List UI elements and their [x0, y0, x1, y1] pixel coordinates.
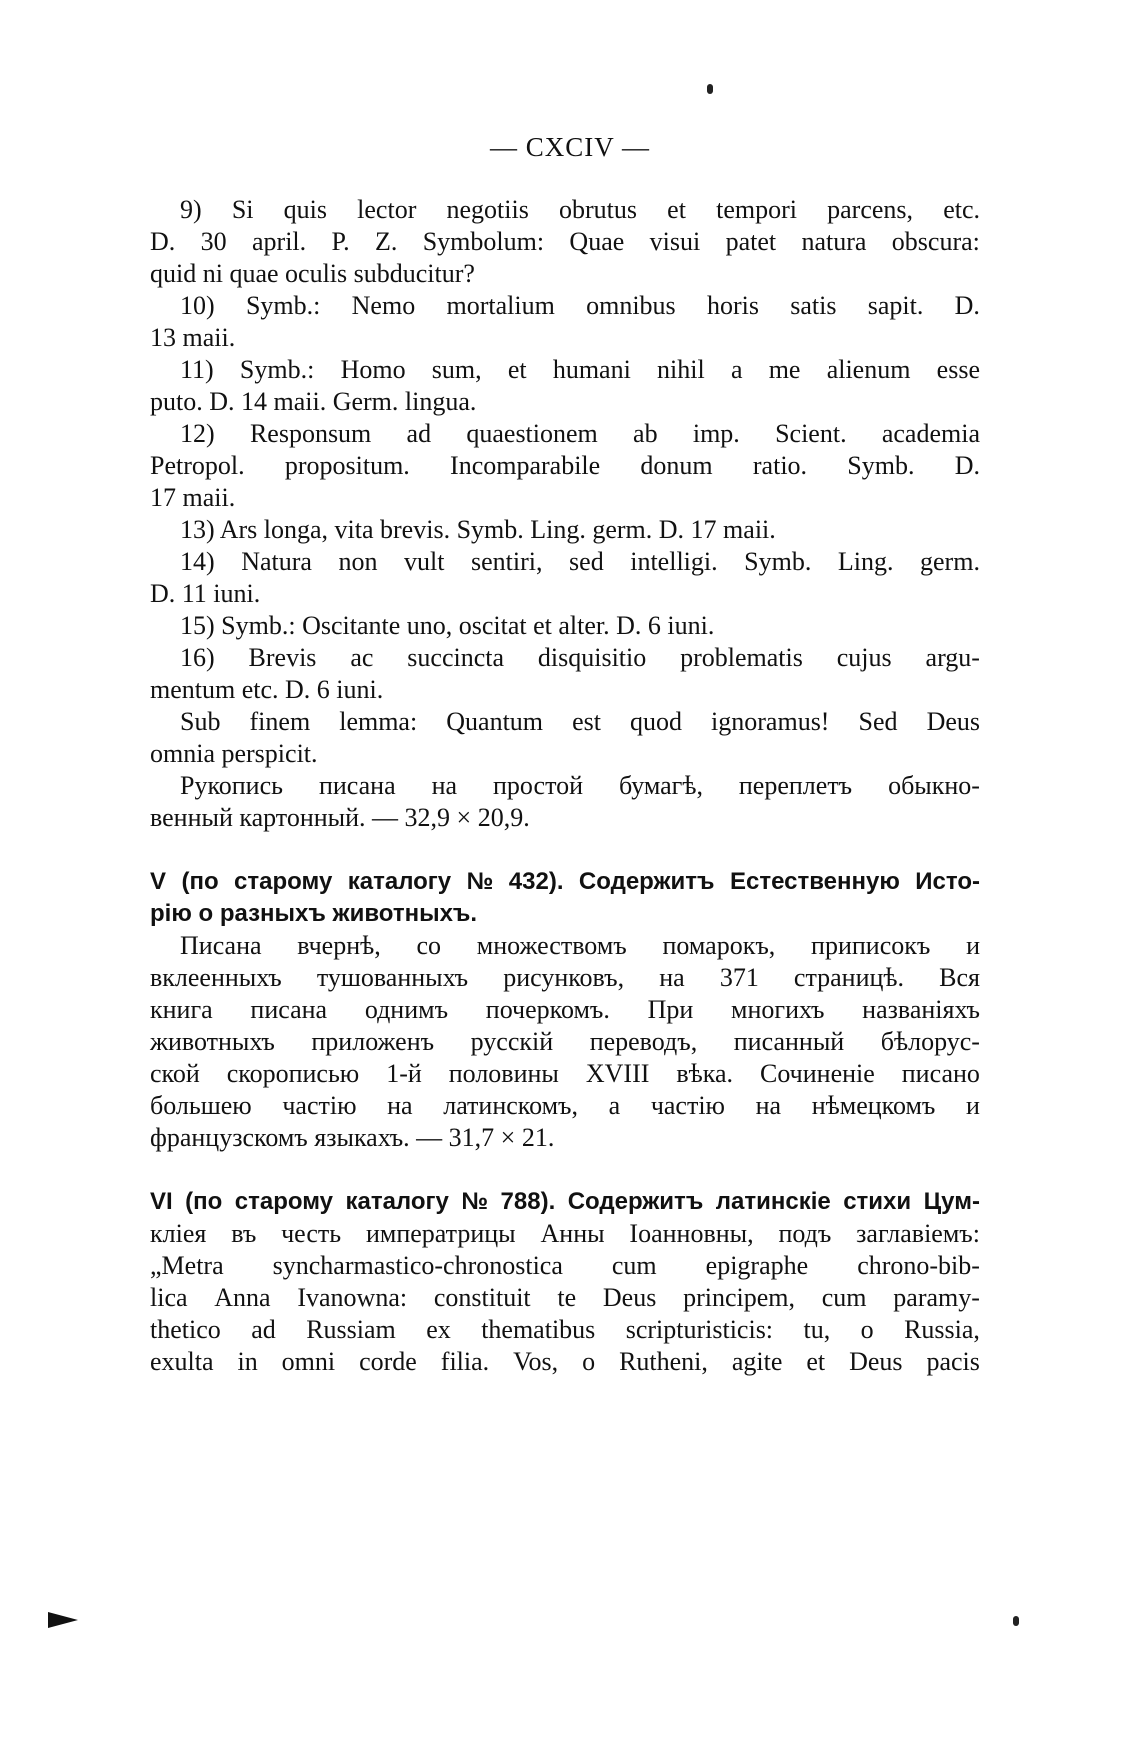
word: Russia,: [904, 1315, 980, 1344]
text-line: [150, 930, 980, 962]
word: Symb.:: [239, 355, 315, 384]
word: ad: [406, 419, 432, 448]
word: книга: [150, 995, 213, 1024]
word: вѣка.: [676, 1059, 734, 1088]
text-line: [150, 546, 980, 578]
word: названіяхъ: [862, 995, 980, 1024]
word: животныхъ: [150, 1027, 275, 1056]
word: Brevis: [248, 643, 317, 672]
word: 9): [180, 195, 202, 224]
page-number: — CXCIV —: [489, 132, 651, 162]
text-line: [150, 994, 980, 1026]
word: quaestionem: [466, 419, 598, 448]
word: exulta: [150, 1347, 214, 1376]
word: Deus: [849, 1347, 903, 1376]
word: natura: [801, 227, 867, 256]
ink-speck: [707, 84, 713, 94]
word: agite: [731, 1347, 783, 1376]
word: однимъ: [364, 995, 449, 1024]
word: horis: [706, 291, 759, 320]
word: esse: [936, 355, 980, 384]
word: satis: [790, 291, 837, 320]
word: Anna: [214, 1283, 271, 1312]
word: quod: [630, 707, 682, 736]
text-line: [150, 514, 980, 546]
word: Si: [231, 195, 254, 224]
word: et: [507, 355, 527, 384]
word: Symb.: [847, 451, 915, 480]
word: Ivanowna:: [297, 1283, 408, 1312]
body-text: [150, 194, 980, 1378]
word: рисунковъ,: [503, 963, 625, 992]
word: propositum.: [284, 451, 410, 480]
text-line: [150, 1122, 980, 1154]
word: половины: [448, 1059, 559, 1088]
word: corde: [359, 1347, 417, 1376]
word: sentiri,: [471, 547, 543, 576]
word: ex: [426, 1315, 451, 1344]
word: заглавіемъ:: [856, 1219, 980, 1248]
word: Sub: [180, 707, 221, 736]
word: Quae: [569, 227, 625, 256]
line-text: mentum etc. D. 6 iuni.: [150, 675, 384, 704]
line-text: 13) Ars longa, vita brevis. Symb. Ling. germ. D. 17 maii.: [180, 515, 776, 544]
word: Symbolum:: [422, 227, 545, 256]
word: Scient.: [775, 419, 847, 448]
text-line: [150, 194, 980, 226]
word: scripturisticis:: [625, 1315, 774, 1344]
word: Вся: [939, 963, 980, 992]
word: germ.: [920, 547, 980, 576]
word: подъ: [778, 1219, 832, 1248]
word: non: [338, 547, 378, 576]
word: syncharmastico-chronostica: [272, 1251, 563, 1280]
word: Symb.:: [245, 291, 321, 320]
word: Rutheni,: [619, 1347, 708, 1376]
word: 10): [180, 291, 215, 320]
word: imp.: [692, 419, 740, 448]
word: lector: [357, 195, 417, 224]
text-line: [150, 1026, 980, 1058]
word: lemma:: [339, 707, 418, 736]
word: старому: [234, 868, 333, 895]
word: visui: [649, 227, 701, 256]
text-line: [150, 290, 980, 322]
word: скорописью: [226, 1059, 360, 1088]
word: D.: [954, 451, 980, 480]
word: ской: [150, 1059, 200, 1088]
word: писано: [901, 1059, 980, 1088]
word: Responsum: [249, 419, 372, 448]
line-text: D. 11 iuni.: [150, 579, 261, 608]
text-line: [150, 578, 980, 610]
word: V: [150, 868, 167, 895]
word: ignoramus!: [711, 707, 830, 736]
word: писана: [250, 995, 328, 1024]
word: et: [667, 195, 686, 224]
word: tempori: [716, 195, 797, 224]
word: на: [755, 1091, 782, 1120]
blank-line: [150, 834, 980, 866]
line-text: omnia perspicit.: [150, 739, 318, 768]
word: Естественную: [729, 868, 900, 895]
word: частію: [650, 1091, 725, 1120]
word: sapit.: [867, 291, 924, 320]
word: epigraphe: [705, 1251, 809, 1280]
word: переплетъ: [738, 771, 853, 800]
word: D.: [150, 227, 176, 256]
word: vult: [404, 547, 445, 576]
word: humani: [552, 355, 631, 384]
line-text: puto. D. 14 maii. Germ. lingua.: [150, 387, 477, 416]
text-line: [150, 706, 980, 738]
word: thetico: [150, 1315, 221, 1344]
word: и: [965, 1091, 980, 1120]
word: При: [647, 995, 694, 1024]
word: in: [237, 1347, 258, 1376]
word: tu,: [803, 1315, 831, 1344]
word: alienum: [826, 355, 911, 384]
line-text: французскомъ языкахъ. — 31,7 × 21.: [150, 1123, 555, 1152]
word: на: [659, 963, 685, 992]
word: constituit: [433, 1283, 531, 1312]
word: частію: [282, 1091, 357, 1120]
word: obscura:: [891, 227, 980, 256]
word: Ling.: [837, 547, 894, 576]
word: тушованныхъ: [316, 963, 469, 992]
word: множествомъ: [476, 931, 627, 960]
word: Nemo: [351, 291, 416, 320]
word: lica: [150, 1283, 188, 1312]
word: intelligi.: [630, 547, 718, 576]
word: Incomparabile: [450, 451, 601, 480]
text-line: [150, 962, 980, 994]
word: thematibus: [481, 1315, 596, 1344]
word: ratio.: [752, 451, 808, 480]
word: латинскомъ,: [443, 1091, 579, 1120]
word: disquisitio: [537, 643, 647, 672]
word: pacis: [926, 1347, 980, 1376]
word: Z.: [374, 227, 398, 256]
word: cujus: [836, 643, 892, 672]
word: D.: [954, 291, 980, 320]
word: Содержитъ: [567, 1188, 704, 1215]
word: латинскіе: [715, 1188, 831, 1215]
word: est: [572, 707, 601, 736]
word: Vos,: [513, 1347, 559, 1376]
text-line: [150, 610, 980, 642]
word: Homo: [340, 355, 406, 384]
text-line: [150, 1218, 980, 1250]
word: te: [557, 1283, 577, 1312]
word: 11): [180, 355, 214, 384]
word: а: [608, 1091, 621, 1120]
line-text: 13 maii.: [150, 323, 236, 352]
word: sum,: [431, 355, 482, 384]
word: omnibus: [586, 291, 676, 320]
word: обыкно-: [888, 771, 980, 800]
word: старому: [234, 1188, 333, 1215]
word: и: [966, 931, 980, 960]
text-line: [150, 1250, 980, 1282]
word: o: [860, 1315, 874, 1344]
text-line: [150, 674, 980, 706]
word: a: [730, 355, 743, 384]
word: многихъ: [731, 995, 825, 1024]
word: etc.: [943, 195, 980, 224]
word: ab: [633, 419, 658, 448]
section-heading-line: [150, 866, 980, 898]
word: Исто-: [915, 868, 980, 895]
word: Рукопись: [180, 771, 283, 800]
word: principem,: [683, 1283, 796, 1312]
word: chrono-bib-: [857, 1251, 980, 1280]
section-heading-line: [150, 898, 980, 930]
word: въ: [231, 1219, 257, 1248]
word: 432).: [508, 868, 564, 895]
word: Deus: [602, 1283, 657, 1312]
word: №: [461, 1188, 489, 1215]
word: писана: [318, 771, 396, 800]
word: простой: [492, 771, 584, 800]
word: Russiam: [306, 1315, 396, 1344]
line-text: quid ni quae oculis subducitur?: [150, 259, 475, 288]
word: кліея: [150, 1219, 207, 1248]
word: cum: [821, 1283, 867, 1312]
word: o: [582, 1347, 596, 1376]
text-line: [150, 354, 980, 386]
word: Цум-: [923, 1188, 980, 1215]
word: obrutus: [559, 195, 638, 224]
word: Natura: [241, 547, 312, 576]
word: Symb.: [744, 547, 812, 576]
word: приписокъ: [811, 931, 931, 960]
text-line: [150, 258, 980, 290]
word: academia: [881, 419, 980, 448]
word: честь: [281, 1219, 342, 1248]
word: ad: [251, 1315, 276, 1344]
section-heading-line: [150, 1186, 980, 1218]
text-line: [150, 1314, 980, 1346]
word: №: [466, 868, 494, 895]
word: Quantum: [446, 707, 544, 736]
word: april.: [252, 227, 307, 256]
line-text: 17 maii.: [150, 483, 236, 512]
word: 788).: [500, 1188, 556, 1215]
word: donum: [640, 451, 713, 480]
word: Deus: [926, 707, 980, 736]
word: Содержитъ: [578, 868, 715, 895]
word: 1-й: [386, 1059, 422, 1088]
word: me: [768, 355, 801, 384]
word: на: [387, 1091, 413, 1120]
word: (по: [185, 1188, 223, 1215]
word: sed: [569, 547, 604, 576]
word: 371: [719, 963, 759, 992]
word: succincta: [407, 643, 505, 672]
word: 14): [180, 547, 215, 576]
blank-line: [150, 1154, 980, 1186]
word: finem: [249, 707, 311, 736]
line-text: венный картонный. — 32,9 × 20,9.: [150, 803, 530, 832]
word: стихи: [843, 1188, 912, 1215]
word: со: [416, 931, 442, 960]
word: вклеенныхъ: [150, 963, 282, 992]
word: помарокъ,: [662, 931, 776, 960]
scan-margin-arrow-icon: [48, 1612, 78, 1628]
word: P.: [331, 227, 350, 256]
line-text: 15) Symb.: Oscitante uno, oscitat et alter. D. 6 iuni.: [180, 611, 715, 640]
text-line: [150, 322, 980, 354]
text-line: [150, 802, 980, 834]
word: почеркомъ.: [485, 995, 610, 1024]
word: „Metra: [150, 1251, 224, 1280]
text-line: [150, 450, 980, 482]
word: 30: [200, 227, 227, 256]
word: et: [806, 1347, 826, 1376]
word: nihil: [657, 355, 705, 384]
word: Sed: [858, 707, 898, 736]
text-line: [150, 418, 980, 450]
ink-speck: [1013, 1616, 1019, 1626]
word: каталогу: [345, 1188, 449, 1215]
text-line: [150, 642, 980, 674]
word: VI: [150, 1188, 173, 1215]
word: Petropol.: [150, 451, 245, 480]
word: mortalium: [446, 291, 555, 320]
text-line: [150, 1058, 980, 1090]
word: на: [431, 771, 458, 800]
text-line: [150, 1346, 980, 1378]
word: писанный: [733, 1027, 845, 1056]
word: parcens,: [827, 195, 914, 224]
line-text: рію о разныхъ животныхъ.: [150, 900, 478, 927]
word: императрицы: [365, 1219, 516, 1248]
word: filia.: [440, 1347, 490, 1376]
text-line: [150, 386, 980, 418]
word: Сочиненіе: [760, 1059, 875, 1088]
text-line: [150, 1090, 980, 1122]
word: omni: [281, 1347, 336, 1376]
word: ac: [350, 643, 374, 672]
word: переводъ,: [589, 1027, 698, 1056]
word: cum: [611, 1251, 657, 1280]
word: XVIII: [585, 1059, 650, 1088]
word: patet: [725, 227, 777, 256]
word: paramy-: [893, 1283, 980, 1312]
word: бѣлорус-: [880, 1027, 980, 1056]
text-line: [150, 1282, 980, 1314]
word: argu-: [925, 643, 980, 672]
word: quis: [283, 195, 328, 224]
word: нѣмецкомъ: [811, 1091, 936, 1120]
word: Писана: [180, 931, 262, 960]
word: страницѣ.: [793, 963, 905, 992]
word: большею: [150, 1091, 252, 1120]
text-line: [150, 770, 980, 802]
word: problematis: [680, 643, 803, 672]
word: бумагѣ,: [618, 771, 703, 800]
word: вчернѣ,: [297, 931, 381, 960]
word: Анны: [540, 1219, 605, 1248]
word: (по: [181, 868, 219, 895]
text-line: [150, 738, 980, 770]
word: 12): [180, 419, 215, 448]
word: приложенъ: [311, 1027, 435, 1056]
word: русскій: [470, 1027, 554, 1056]
text-line: [150, 482, 980, 514]
text-line: [150, 226, 980, 258]
word: negotiis: [446, 195, 529, 224]
word: каталогу: [347, 868, 452, 895]
word: 16): [180, 643, 215, 672]
word: Іоанновны,: [629, 1219, 754, 1248]
